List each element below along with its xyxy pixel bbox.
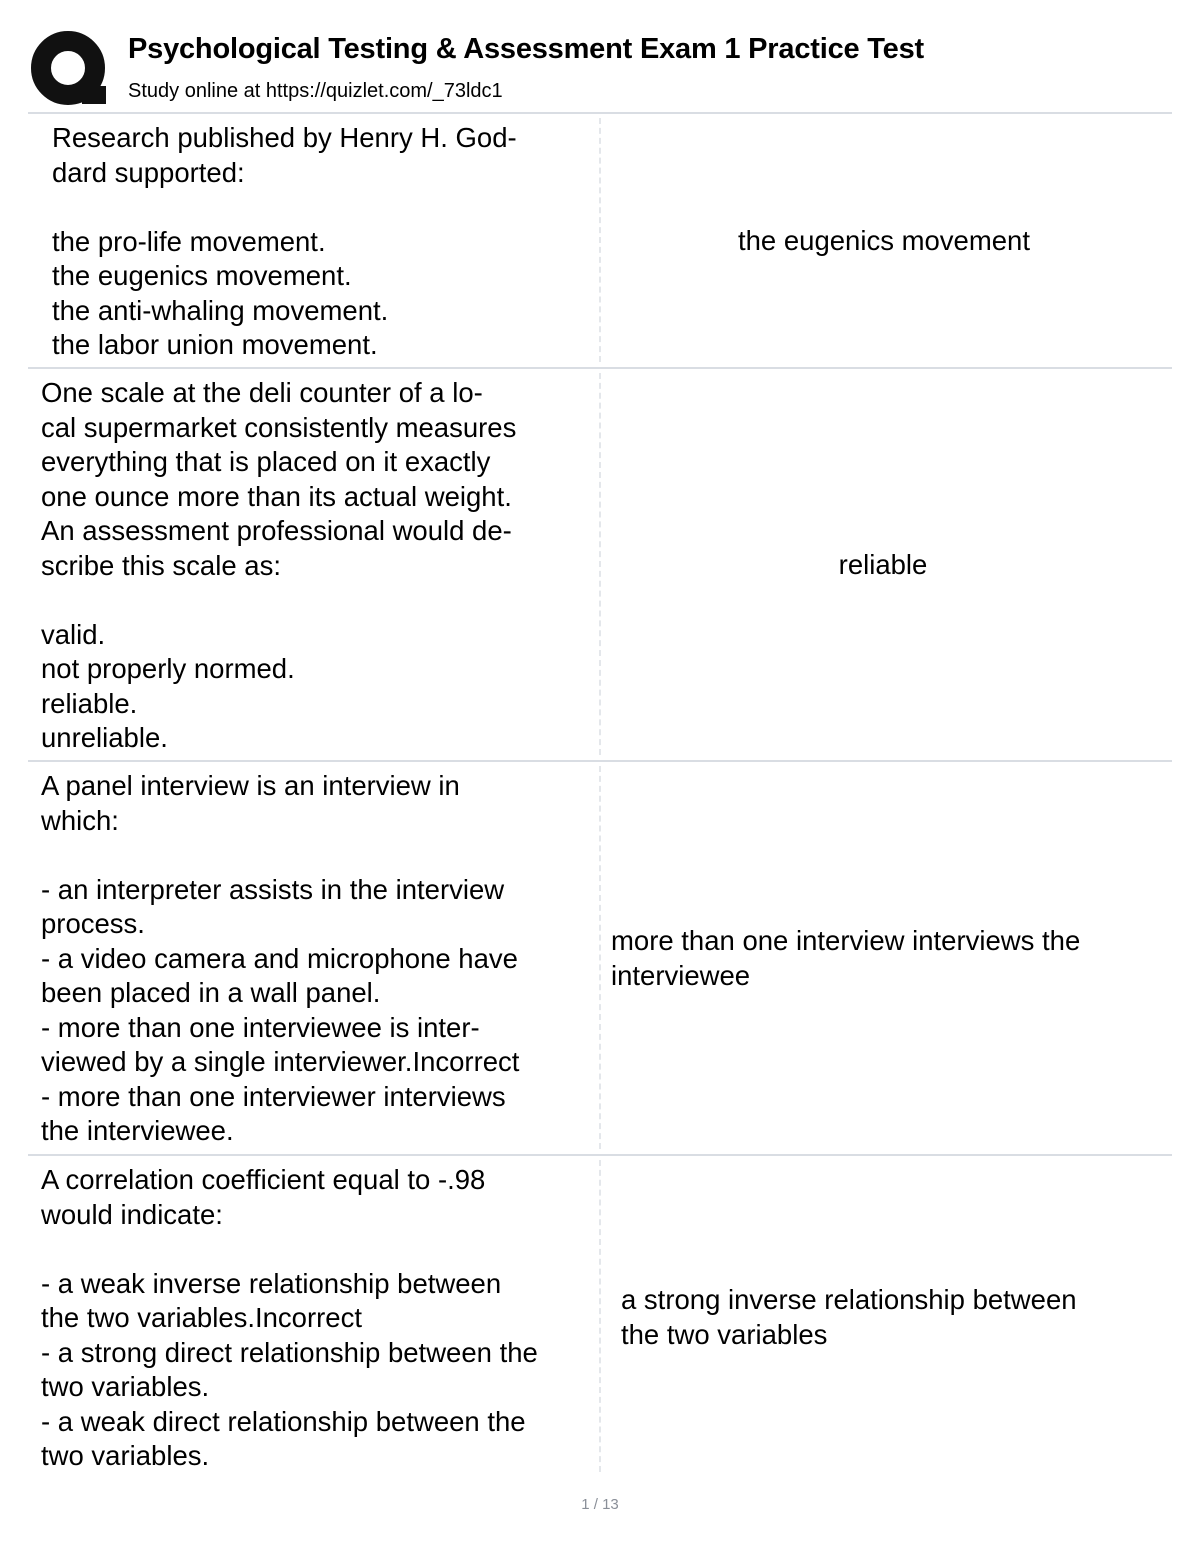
row-divider xyxy=(28,1154,1172,1156)
page-title: Psychological Testing & Assessment Exam 1 Practice Test xyxy=(128,33,924,65)
table-top-rule xyxy=(28,112,1172,114)
card-answer: more than one interview interviews the interviewee xyxy=(611,925,1081,991)
card-question: Research published by Henry H. God- dard supported: the pro-life movement. the eugenics movement. the anti-whaling movement. the labor union movement. xyxy=(52,122,517,360)
card-question: A correlation coefficient equal to -.98 would indicate: - a weak inverse relationship between the two variables.Incorrect - a strong direct relationship between the two variables. - a weak direct relationship between the two variables. xyxy=(41,1164,538,1471)
column-divider xyxy=(599,766,601,1149)
card-answer: a strong inverse relationship between the two variables xyxy=(621,1284,1077,1350)
quizlet-q-logo-icon xyxy=(30,30,108,108)
column-divider xyxy=(599,1160,601,1472)
card-question: A panel interview is an interview in which: - an interpreter assists in the interview process. - a video camera and microphone have been placed in a wall panel. - more than one interviewee is inter- viewed by a single interviewer.Incorrect - more than one interviewer interviews the interviewee. xyxy=(41,770,520,1146)
row-divider xyxy=(28,760,1172,762)
card-answer: the eugenics movement xyxy=(738,225,1030,256)
card-answer: reliable xyxy=(838,549,928,580)
study-online-link-text: Study online at https://quizlet.com/_73ldc1 xyxy=(128,80,503,102)
page-number: 1 / 13 xyxy=(581,1496,619,1513)
card-question: One scale at the deli counter of a lo- cal supermarket consistently measures everything that is placed on it exactly one ounce more than its actual weight. An assessment professional would de- scribe this scale as: valid. not properly normed. reliable. unreliable. xyxy=(41,377,517,753)
row-divider xyxy=(28,367,1172,369)
